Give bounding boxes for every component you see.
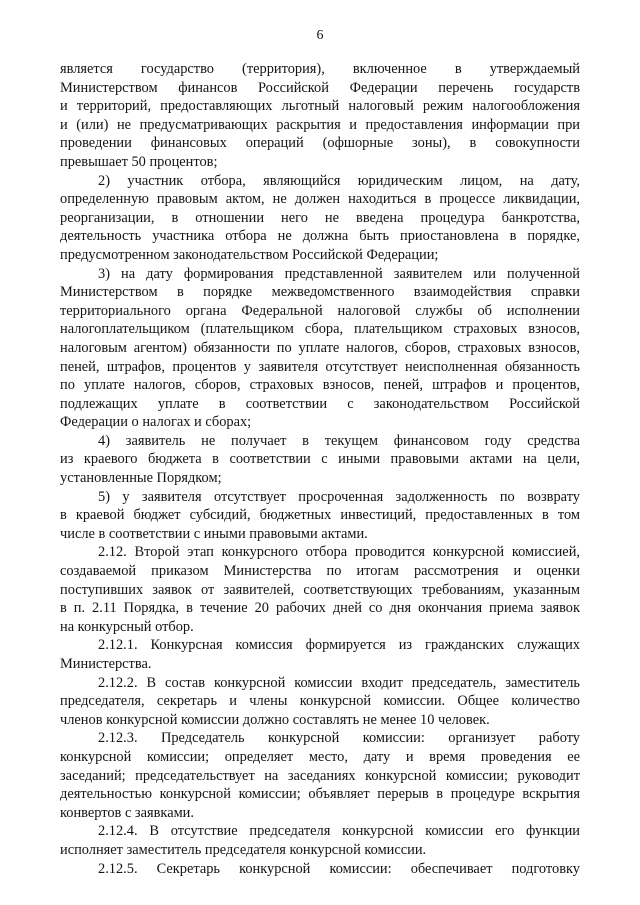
text-line: 5) у заявителя отсутствует просроченная задолженность по возврату [98,488,580,505]
text-line: и (или) не предусматривающих раскрытия и предоставления информации при [60,116,580,133]
page-number: 6 [316,28,324,43]
text-line: 2) участник отбора, являющийся юридическим лицом, на дату, [98,172,580,189]
text-line: на конкурсный отбор. [60,618,194,635]
text-line: Министерством финансов Российской Федерации перечень государств [60,79,580,96]
text-line: реорганизации, в отношении него не введена процедура банкротства, [60,209,580,226]
text-line: в краевой бюджет субсидий, бюджетных инвестиций, предоставленных в том [60,507,580,524]
text-line: и территорий, предоставляющих льготный налоговый режим налогообложения [60,98,580,115]
text-line: 2.12. Второй этап конкурсного отбора проводится конкурсной комиссией, [98,544,580,561]
text-line: конвертов с заявками. [60,804,194,821]
text-line: 2.12.3. Председатель конкурсной комиссии: организует работу [98,730,580,747]
text-line: заседаний; председательствует на заседаниях конкурсной комиссии; руководит [60,767,580,784]
text-line: создаваемой приказом Министерства по итогам рассмотрения и оценки [60,563,580,580]
document-body [60,60,580,878]
text-line: Министерства. [60,656,152,672]
text-line: 3) на дату формирования представленной заявителем или полученной [98,265,580,282]
text-line: из краевого бюджета в соответствии с иными правовыми актами на цели, [60,451,580,468]
text-line: по уплате налогов, сборов, страховых взносов, пеней, штрафов и процентов, [60,377,580,394]
text-line: 2.12.4. В отсутствие председателя конкурсной комиссии его функции [98,823,580,840]
text-line: 2.12.2. В состав конкурсной комиссии входит председатель, заместитель [98,674,580,691]
text-line: председателя, секретарь и члены конкурсной комиссии. Общее количество [60,693,580,710]
text-line: деятельностью конкурсной комиссии; объявляет перерыв в процедуре вскрытия [60,786,580,803]
text-line: налогоплательщиком (плательщиком сбора, плательщиком страховых взносов, [60,321,580,338]
text-line: деятельность участника отбора не должна быть приостановлена в порядке, [60,228,580,245]
text-line: исполняет заместитель председателя конкурсной комиссии. [60,841,427,858]
text-line: является государство (территория), включенное в утверждаемый [60,61,580,77]
text-line: налоговым агентом) обязанности по уплате налогов, сборов, страховых взносов, [60,339,580,356]
text-line: Федерации о налогах и сборах; [60,414,252,431]
text-line: проведении финансовых операций (офшорные зоны), в совокупности [60,135,580,152]
text-line: в п. 2.11 Порядка, в течение 20 рабочих дней со дня окончания приема заявок [60,600,580,617]
text-line: 4) заявитель не получает в текущем финансовом году средства [98,432,580,449]
text-line: 2.12.1. Конкурсная комиссия формируется из гражданских служащих [98,637,580,654]
text-line: 2.12.5. Секретарь конкурсной комиссии: обеспечивает подготовку [98,860,580,877]
text-line: превышает 50 процентов; [60,153,218,170]
text-line: членов конкурсной комиссии должно составлять не менее 10 человек. [60,711,490,728]
text-line: числе в соответствии с иными правовыми актами. [60,525,368,542]
text-line: конкурсной комиссии; определяет место, дату и время проведения ее [60,748,580,765]
text-line: подлежащих уплате в соответствии с законодательством Российской [60,395,580,412]
text-line: установленные Порядком; [60,470,222,487]
text-line: Министерством в порядке межведомственного взаимодействия справки [60,284,580,301]
text-line: территориального органа Федеральной налоговой службы об исполнении [60,302,580,319]
text-line: поступивших заявок от заявителей, соответствующих требованиям, указанным [60,581,580,598]
text-line: определенную правовым актом, не должен находиться в процессе ликвидации, [60,191,580,208]
text-line: предусмотренном законодательством Российской Федерации; [60,246,439,263]
text-line: пеней, штрафов, процентов у заявителя отсутствует неисполненная обязанность [60,358,580,375]
